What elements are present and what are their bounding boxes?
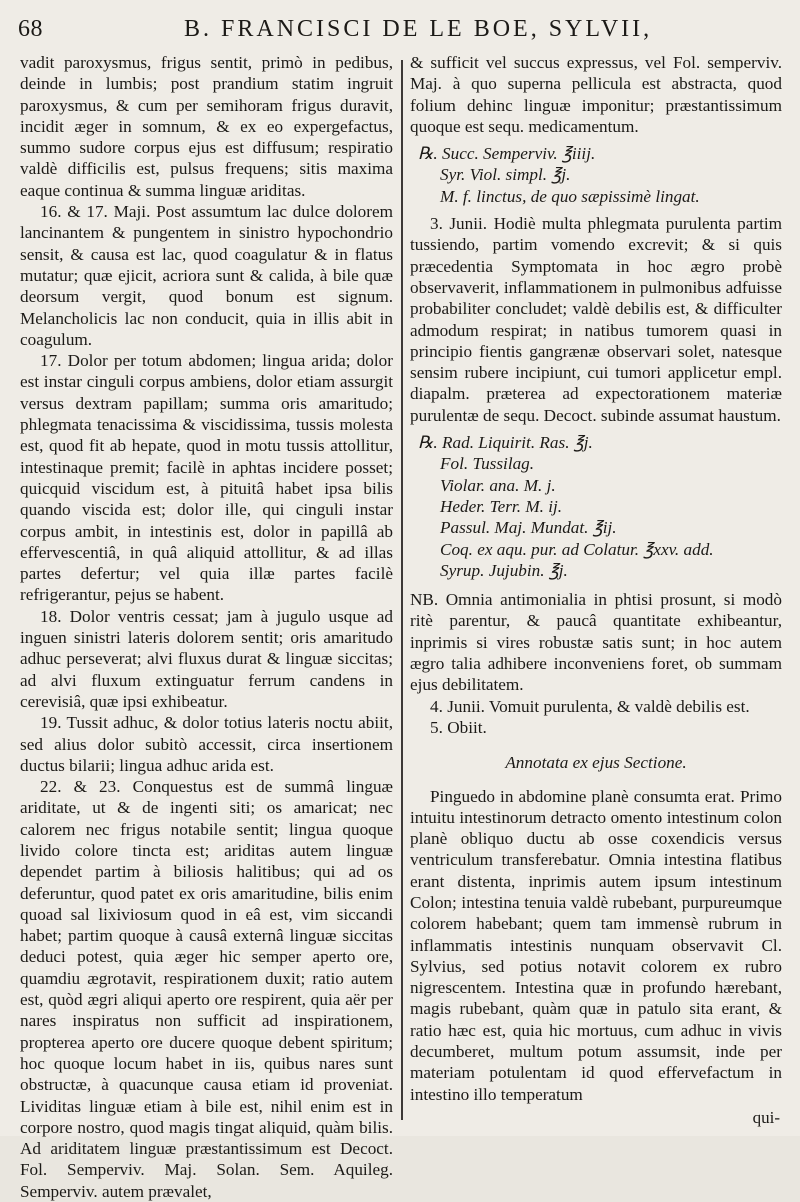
prescription-line: Syr. Viol. simpl. ℥j. <box>440 165 571 185</box>
left-paragraph-6: 22. & 23. Conquestus est de summâ linguæ ariditate, ut & de ingenti siti; os amaricat; nec calorem nec frigus notabile sentit; lingua quoque livido colore tincta est; ariditas autem linguæ dependet partim à biliosis halitibus; qui ad os deferuntur, quod patet ex oris amaritudine, bilis enim quoad sal lixiviosum quod in eâ est, vim siccandi habet; partim quoque à causâ externâ linguæ siccitas deduci potest, quia æger hic semper aperto ore, quamdiu ægrotavit, respirationem duxit; ratio autem est, quòd ægri aliqui aperto ore respirent, quia aër per nares inspiratus non sufficit ad inspirationem, propterea aperto ore ducere quoque debent spiritum; hoc quoque locum habet in iis, quibus nares sunt obstructæ, à quacunque causa etiam id proveniat. Lividitas linguæ etiam à bile est, nihil enim est in corpore nostro, quod magis tingat aliquid, quàm bilis. Ad ariditatem linguæ præstantissimum est Decoct. Fol. Semperviv. Maj. Solan. Sem. Aquileg. Semperviv. autem prævalet, <box>20 777 393 1201</box>
right-paragraph-5: Pinguedo in abdomine planè consumta erat. Primo intuitu intestinorum detracto omento intestinum colon planè obliquo ductu ab osse coxendicis versus ventriculum transferebatur. Omnia intestina flatibus erant distenta, inprimis autem ipsum intestinum Colon; intestina tenuia valdè rubebant, purpureumque colorem habebant; quem tam immensè rubrum in inflammatis intestinis nunquam observavit Cl. Sylvius, sed potius notavit colorem ex rubro nigrescentem. Intestina quæ in profundo hærebant, magis rubebant, quàm quæ in patulo sita erant, & ratio hæc est, quia hic mortuus, cum adhuc in vivis decumberet, multum potum assumsit, inde per materiam potulentam id quod effervefactum in intestino illo temperatum <box>410 786 782 1104</box>
left-paragraph-4: 18. Dolor ventris cessat; jam à jugulo usque ad inguen sinistri lateris dolorem sentit; oris amaritudo adhuc perseverat; alvi fluxus durat & linguæ siccitas; ad alvi fluxum extinguatur ferrum candens in cerevisiâ, quæ ipsi exhibeatur. <box>20 606 393 711</box>
prescription-line: Syrup. Jujubin. ℥j. <box>440 560 568 580</box>
left-paragraph-5: 19. Tussit adhuc, & dolor totius lateris noctu abiit, sed alius dolor subitò accessit, circa insertionem ductus bilarii; lingua adhuc arida est. <box>20 713 393 775</box>
left-paragraph-2: 16. & 17. Maji. Post assumtum lac dulce dolorem lancinantem & pungentem in sinistro hypochondrio sensit, & causa est lac, quod coagulatur & in flatus mutatur; quæ ejicit, acriora sunt & calida, à bile quæ deorsum vergit, quod bonum est signum. Melancholicis lac non conducit, quia in illis abit in coagulum. <box>20 202 393 349</box>
catchword: qui- <box>752 1108 780 1127</box>
right-paragraph-3: 4. Junii. Vomuit purulenta, & valdè debilis est. <box>430 696 750 716</box>
section-heading: Annotata ex ejus Sectione. <box>505 753 687 773</box>
prescription-line: ℞. Rad. Liquirit. Ras. ℥j. <box>418 433 593 453</box>
right-paragraph-1: & sufficit vel succus expressus, vel Fol. semperviv. Maj. à quo superna pellicula est abstracta, quod folium dehinc linguæ imponitur; præstantissimum quoque est sequ. medicamentum. <box>410 53 782 136</box>
right-paragraph-2: 3. Junii. Hodiè multa phlegmata purulenta partim tussiendo, partim vomendo excrevit; & si quis præcedentia Symptomata in hoc ægro probè observaverit, inflammationem in pulmonibus adfuisse probabiliter concludet; valdè debilis est, & difficulter admodum respirat; in natibus tumorem quasi in principio fientis gangrænæ observari solet, natesque sensim rubere incipiunt, cui tumori applicetur empl. diapalm. præterea ad expectorationem materiæ purulentæ de sequ. Decoct. subinde assumat haustum. <box>410 214 782 425</box>
nota-bene-paragraph: NB. Omnia antimonialia in phtisi prosunt, si modò ritè parentur, & paucâ quantitate exhibeantur, inprimis si vires robustæ satis sunt; in hoc autem ægro talia adhibere inconveniens foret, ob summam ejus debilitatem. <box>410 590 782 695</box>
left-column <box>20 52 393 1202</box>
column-divider <box>401 60 403 1120</box>
right-column <box>410 52 782 1105</box>
prescription-line: Fol. Tussilag. <box>440 454 535 474</box>
prescription-line: Heder. Terr. M. ij. <box>440 496 563 516</box>
left-paragraph-1: vadit paroxysmus, frigus sentit, primò in pedibus, deinde in lumbis; post prandium statim ingruit paroxysmus, & cum per semihoram frigus duravit, incidit æger in somnum, & ex eo expergefactus, summo sudore corpus ejus est diffusum; respiratio valdè difficilis est, pulsus frequens; sitis maxima eaque continua & summa linguæ ariditas. <box>20 53 393 200</box>
page-number: 68 <box>18 16 43 42</box>
left-paragraph-3: 17. Dolor per totum abdomen; lingua arida; dolor est instar cinguli corpus ambiens, dolor etiam assurgit versus dextram papillam; summa oris amaritudo; phlegmata tenacissima & viscidissima, tussis molesta est, quod fit ab hepate, quod in motu tussis attollitur, intestinaque premit; facilè in aphtas incidere posset; quicquid viscidum est, à pituitâ habet ipsa bilis quando viscida est; dolor ille, qui cinguli instar corpus ambit, in intestinis est, dolor in papillâ ab effervescentiâ, in quâ aliquid attollitur, & ad illas partes defertur; vel quia illæ partes facilè refrigerantur, pejus se habent. <box>20 351 393 605</box>
prescription-line: Coq. ex aqu. pur. ad Colatur. ℥xxv. add. <box>440 539 714 559</box>
prescription-line: M. f. linctus, de quo sæpissimè lingat. <box>440 186 700 206</box>
running-head: B. FRANCISCI DE LE BOE, SYLVII, <box>184 16 653 42</box>
prescription-line: Violar. ana. M. j. <box>440 475 556 495</box>
prescription-line: ℞. Succ. Semperviv. ℥iiij. <box>418 144 596 164</box>
prescription-2 <box>410 432 782 581</box>
page-header <box>14 14 786 50</box>
right-paragraph-4: 5. Obiit. <box>430 717 487 737</box>
prescription-line: Passul. Maj. Mundat. ℥ij. <box>440 518 617 538</box>
prescription-1 <box>410 143 782 207</box>
